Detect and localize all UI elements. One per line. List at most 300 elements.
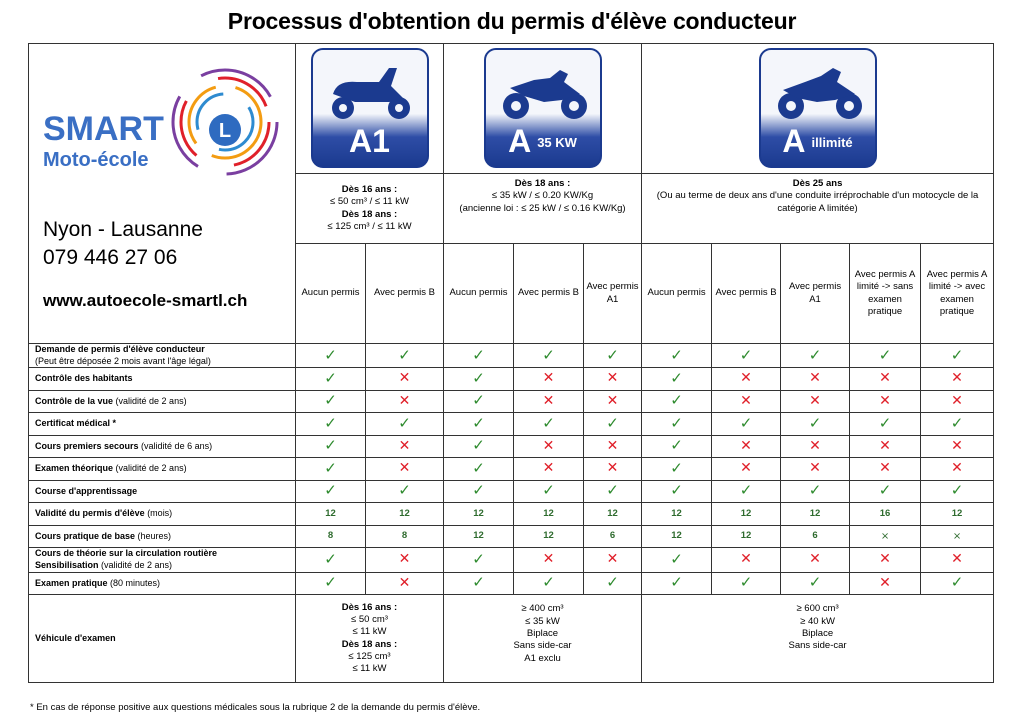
table-cell <box>921 390 994 413</box>
check-icon: ✓ <box>324 391 337 410</box>
cond-a35-line: (ancienne loi : ≤ 25 kW / ≤ 0.16 KW/Kg) <box>459 202 626 214</box>
table-row <box>29 480 994 503</box>
cross-icon: ✕ <box>606 437 619 454</box>
check-icon: ✓ <box>739 413 753 432</box>
table-row <box>29 525 994 548</box>
check-icon: ✓ <box>542 345 555 364</box>
cross-icon: ✕ <box>606 460 619 477</box>
row-label: Validité du permis d'élève (mois) <box>29 503 296 526</box>
table-cell <box>296 548 366 572</box>
check-icon: ✓ <box>472 549 485 568</box>
cross-icon: ✕ <box>398 437 411 454</box>
cross-icon: ✕ <box>879 370 891 387</box>
smartl-logo <box>35 50 295 185</box>
row-label: Contrôle de la vue (validité de 2 ans) <box>29 390 296 413</box>
table-cell <box>296 458 366 481</box>
contact-cities: Nyon - Lausanne <box>43 218 203 241</box>
cross-icon: ✕ <box>740 370 752 387</box>
cross-icon: ✕ <box>951 392 963 409</box>
badge-aill <box>759 48 877 168</box>
table-cell <box>642 525 712 548</box>
table-cell <box>850 344 921 368</box>
table-cell <box>712 525 781 548</box>
table-cell <box>514 548 584 572</box>
vehicle-line: A1 exclu <box>524 652 561 664</box>
vehicle-line: Sans side-car <box>513 640 572 652</box>
table-cell <box>781 344 850 368</box>
check-icon: ✓ <box>950 481 964 500</box>
cell-value: 12 <box>740 530 752 542</box>
table-cell <box>642 572 712 595</box>
table-cell <box>296 413 366 436</box>
table-cell <box>712 413 781 436</box>
cell-value: 12 <box>473 530 484 542</box>
cell-value: 12 <box>951 507 963 519</box>
motorcycle-icon <box>500 60 590 122</box>
table-cell <box>781 368 850 391</box>
contact-website[interactable]: www.autoecole-smartl.ch <box>43 291 248 310</box>
cross-icon: ✕ <box>809 437 821 454</box>
table-cell <box>296 435 366 458</box>
table-cell <box>444 458 514 481</box>
table-cell <box>296 503 366 526</box>
cross-icon: ✕ <box>740 437 752 454</box>
row-label: Course d'apprentissage <box>29 480 296 503</box>
table-cell <box>642 480 712 503</box>
table-cell <box>584 344 642 368</box>
cell-value: 12 <box>671 530 682 542</box>
vehicle-line: ≤ 11 kW <box>352 663 387 675</box>
table-cell <box>781 458 850 481</box>
small-cross-icon: × <box>880 530 890 542</box>
check-icon: ✓ <box>808 573 822 592</box>
vehicle-line: ≤ 11 kW <box>352 626 387 638</box>
check-icon: ✓ <box>324 368 337 387</box>
subcolumn-header: Avec permis A limité -> sans examen pratique <box>850 244 921 344</box>
badge-aill-label: A <box>782 122 806 159</box>
table-cell <box>514 390 584 413</box>
check-icon: ✓ <box>398 345 411 364</box>
table-cell <box>781 480 850 503</box>
vehicle-a1 <box>296 595 444 683</box>
check-icon: ✓ <box>739 481 753 500</box>
table-cell <box>921 548 994 572</box>
table-cell <box>584 548 642 572</box>
check-icon: ✓ <box>670 481 683 500</box>
cross-icon: ✕ <box>542 460 555 477</box>
cross-icon: ✕ <box>606 551 619 568</box>
cross-icon: ✕ <box>809 370 821 387</box>
cross-icon: ✕ <box>879 551 891 568</box>
table-cell <box>712 458 781 481</box>
check-icon: ✓ <box>472 345 485 364</box>
vehicle-line: ≤ 50 cm³ <box>351 614 388 626</box>
table-cell <box>850 548 921 572</box>
check-icon: ✓ <box>606 413 619 432</box>
table-cell <box>712 344 781 368</box>
cond-a1-line: ≤ 50 cm³ / ≤ 11 kW <box>330 196 409 208</box>
table-cell <box>366 503 444 526</box>
table-cell <box>642 390 712 413</box>
table-row <box>29 458 994 481</box>
badge-a1-label: A1 <box>349 122 390 159</box>
subcolumn-header: Avec permis A limité -> avec examen pratique <box>921 244 994 344</box>
check-icon: ✓ <box>398 413 411 432</box>
cell-value: 12 <box>473 507 484 519</box>
svg-text:SMART: SMART <box>43 110 164 148</box>
table-cell <box>296 525 366 548</box>
check-icon: ✓ <box>472 391 485 410</box>
cond-a35 <box>444 174 642 244</box>
cell-value: 16 <box>879 507 891 519</box>
table-cell <box>921 435 994 458</box>
table-row <box>29 572 994 595</box>
check-icon: ✓ <box>324 573 337 592</box>
table-cell <box>921 368 994 391</box>
table-cell <box>444 525 514 548</box>
table-cell <box>642 413 712 436</box>
table-cell <box>584 435 642 458</box>
table-cell <box>781 390 850 413</box>
cross-icon: ✕ <box>809 460 821 477</box>
subcolumn-header: Avec permis B <box>366 244 444 344</box>
table-cell <box>444 435 514 458</box>
table-cell <box>712 548 781 572</box>
cond-a1-line: Dès 18 ans : <box>341 208 398 220</box>
check-icon: ✓ <box>472 573 485 592</box>
vehicle-label: Véhicule d'examen <box>35 632 116 643</box>
table-cell <box>514 413 584 436</box>
check-icon: ✓ <box>542 481 555 500</box>
vehicle-label-cell <box>29 595 296 683</box>
table-cell <box>514 480 584 503</box>
table-cell <box>584 480 642 503</box>
check-icon: ✓ <box>324 345 337 364</box>
cross-icon: ✕ <box>879 437 891 454</box>
cross-icon: ✕ <box>951 460 963 477</box>
check-icon: ✓ <box>739 345 753 364</box>
table-cell <box>642 458 712 481</box>
check-icon: ✓ <box>472 413 485 432</box>
table-cell <box>921 458 994 481</box>
table-cell <box>584 413 642 436</box>
check-icon: ✓ <box>324 436 337 455</box>
table-cell <box>921 413 994 436</box>
cond-aill-line: Dès 25 ans <box>792 178 843 189</box>
cell-value: 8 <box>401 530 408 542</box>
table-row <box>29 435 994 458</box>
cell-value: 12 <box>607 507 618 519</box>
table-cell <box>584 525 642 548</box>
cross-icon: ✕ <box>398 574 411 591</box>
cross-icon: ✕ <box>879 574 891 591</box>
cell-value: 6 <box>609 530 616 542</box>
cross-icon: ✕ <box>951 370 963 387</box>
check-icon: ✓ <box>950 345 964 364</box>
svg-text:L: L <box>218 120 232 142</box>
row-label: Demande de permis d'élève conducteur (Peut être déposée 2 mois avant l'âge légal) <box>29 344 296 368</box>
table-cell <box>366 458 444 481</box>
vehicle-line: Sans side-car <box>788 640 847 652</box>
vehicle-line: ≤ 125 cm³ <box>348 651 391 663</box>
cond-a1-line: Dès 16 ans : <box>341 183 398 195</box>
table-cell <box>850 413 921 436</box>
table-cell <box>921 344 994 368</box>
table-cell <box>444 344 514 368</box>
subcolumn-header: Avec permis B <box>712 244 781 344</box>
badge-aill-cell <box>642 44 994 174</box>
table-cell <box>642 503 712 526</box>
check-icon: ✓ <box>670 436 683 455</box>
check-icon: ✓ <box>670 573 683 592</box>
vehicle-line: Dès 16 ans : <box>341 601 398 613</box>
table-cell <box>712 480 781 503</box>
footnote: * En cas de réponse positive aux questions médicales sous la rubrique 2 de la demande du permis d'élève. <box>30 702 481 713</box>
check-icon: ✓ <box>808 413 822 432</box>
cell-value: 6 <box>812 530 818 542</box>
table-cell <box>642 435 712 458</box>
badge-a1-cell <box>296 44 444 174</box>
table-cell <box>366 390 444 413</box>
badge-a35-sub: 35 KW <box>537 134 577 150</box>
cell-value: 12 <box>325 507 336 519</box>
check-icon: ✓ <box>670 549 683 568</box>
cross-icon: ✕ <box>398 392 411 409</box>
subcolumn-header: Aucun permis <box>642 244 712 344</box>
check-icon: ✓ <box>472 481 485 500</box>
check-icon: ✓ <box>324 458 337 477</box>
vehicle-line: ≥ 40 kW <box>800 615 835 627</box>
check-icon: ✓ <box>670 368 683 387</box>
cross-icon: ✕ <box>542 392 555 409</box>
table-cell <box>921 503 994 526</box>
check-icon: ✓ <box>324 413 337 432</box>
check-icon: ✓ <box>472 458 485 477</box>
small-cross-icon: × <box>952 530 962 542</box>
table-cell <box>444 503 514 526</box>
table-cell <box>712 435 781 458</box>
table-cell <box>296 344 366 368</box>
scooter-icon <box>327 60 415 122</box>
table-cell <box>850 572 921 595</box>
table-row <box>29 413 994 436</box>
table-row <box>29 503 994 526</box>
table-cell <box>514 344 584 368</box>
cond-a1-line: ≤ 125 cm³ / ≤ 11 kW <box>327 220 412 232</box>
table-cell <box>781 572 850 595</box>
table-cell <box>921 525 994 548</box>
cell-value: 8 <box>327 530 334 542</box>
table-cell <box>444 480 514 503</box>
subcolumn-header: Avec permis A1 <box>584 244 642 344</box>
table-cell <box>781 435 850 458</box>
row-label: Certificat médical * <box>29 413 296 436</box>
contact-phone: 079 446 27 06 <box>43 246 178 269</box>
cross-icon: ✕ <box>951 437 963 454</box>
cross-icon: ✕ <box>606 392 619 409</box>
vehicle-line: Dès 18 ans : <box>341 638 398 650</box>
cond-a1 <box>296 174 444 244</box>
table-cell <box>366 413 444 436</box>
svg-text:Moto-école: Moto-école <box>43 149 149 171</box>
cross-icon: ✕ <box>879 392 891 409</box>
cell-value: 12 <box>543 530 554 542</box>
subcolumn-header: Aucun permis <box>444 244 514 344</box>
table-cell <box>781 413 850 436</box>
cell-value: 12 <box>543 507 554 519</box>
cross-icon: ✕ <box>398 460 411 477</box>
check-icon: ✓ <box>472 436 485 455</box>
cross-icon: ✕ <box>951 551 963 568</box>
badge-a35-label: A <box>508 122 532 159</box>
table-cell <box>850 480 921 503</box>
badge-a35-cell <box>444 44 642 174</box>
check-icon: ✓ <box>878 481 892 500</box>
cross-icon: ✕ <box>542 551 555 568</box>
table-cell <box>850 525 921 548</box>
cross-icon: ✕ <box>606 370 619 387</box>
badge-aill-sub: illimité <box>811 134 853 150</box>
check-icon: ✓ <box>950 413 964 432</box>
table-cell <box>781 525 850 548</box>
table-cell <box>296 368 366 391</box>
row-label: Examen pratique (80 minutes) <box>29 572 296 595</box>
check-icon: ✓ <box>670 391 683 410</box>
vehicle-line: ≥ 400 cm³ <box>521 603 564 615</box>
table-row <box>29 344 994 368</box>
check-icon: ✓ <box>670 413 683 432</box>
table-cell <box>642 548 712 572</box>
table-cell <box>514 368 584 391</box>
cross-icon: ✕ <box>398 551 411 568</box>
check-icon: ✓ <box>398 481 411 500</box>
cross-icon: ✕ <box>542 370 555 387</box>
table-row <box>29 390 994 413</box>
check-icon: ✓ <box>542 573 555 592</box>
table-cell <box>584 458 642 481</box>
table-cell <box>921 572 994 595</box>
logo-contact-cell <box>29 44 296 344</box>
table-cell <box>781 503 850 526</box>
check-icon: ✓ <box>606 573 619 592</box>
table-cell <box>366 368 444 391</box>
table-cell <box>514 525 584 548</box>
cond-aill-line: (Ou au terme de deux ans d'une conduite irréprochable d'un motocycle de la catégorie A limitée) <box>656 190 979 214</box>
table-cell <box>444 572 514 595</box>
subcolumn-header: Avec permis B <box>514 244 584 344</box>
table-cell <box>584 572 642 595</box>
table-cell <box>366 344 444 368</box>
check-icon: ✓ <box>324 481 337 500</box>
cell-value: 12 <box>671 507 682 519</box>
table-cell <box>712 368 781 391</box>
table-cell <box>514 503 584 526</box>
check-icon: ✓ <box>472 368 485 387</box>
cross-icon: ✕ <box>740 551 752 568</box>
row-label: Examen théorique (validité de 2 ans) <box>29 458 296 481</box>
vehicle-line: ≥ 600 cm³ <box>796 603 839 615</box>
table-cell <box>514 572 584 595</box>
cell-value: 12 <box>809 507 821 519</box>
table-cell <box>584 503 642 526</box>
row-label: Cours pratique de base (heures) <box>29 525 296 548</box>
check-icon: ✓ <box>670 458 683 477</box>
table-cell <box>366 480 444 503</box>
vehicle-line: Biplace <box>526 627 559 639</box>
table-cell <box>642 368 712 391</box>
cross-icon: ✕ <box>740 460 752 477</box>
cross-icon: ✕ <box>542 437 555 454</box>
cross-icon: ✕ <box>809 551 821 568</box>
check-icon: ✓ <box>878 413 892 432</box>
table-cell <box>850 390 921 413</box>
row-label: Cours de théorie sur la circulation routière Sensibilisation (validité de 2 ans) <box>29 548 296 572</box>
subcolumn-header: Avec permis A1 <box>781 244 850 344</box>
process-table <box>28 43 994 683</box>
check-icon: ✓ <box>808 345 822 364</box>
table-cell <box>296 480 366 503</box>
vehicle-a35 <box>444 595 642 683</box>
table-row <box>29 548 994 572</box>
cell-value: 12 <box>740 507 752 519</box>
table-cell <box>712 503 781 526</box>
cross-icon: ✕ <box>398 370 411 387</box>
check-icon: ✓ <box>739 573 753 592</box>
vehicle-line: ≤ 35 kW <box>525 615 560 627</box>
check-icon: ✓ <box>606 345 619 364</box>
table-cell <box>366 525 444 548</box>
check-icon: ✓ <box>950 573 964 592</box>
table-cell <box>444 413 514 436</box>
cross-icon: ✕ <box>740 392 752 409</box>
table-cell <box>366 435 444 458</box>
motorcycle-icon <box>775 60 865 122</box>
table-cell <box>850 368 921 391</box>
table-cell <box>296 572 366 595</box>
vehicle-line: Biplace <box>801 627 834 639</box>
table-cell <box>850 503 921 526</box>
check-icon: ✓ <box>878 345 892 364</box>
check-icon: ✓ <box>606 481 619 500</box>
table-cell <box>850 435 921 458</box>
table-cell <box>584 390 642 413</box>
table-cell <box>712 390 781 413</box>
badge-a1 <box>311 48 429 168</box>
cond-a35-line: Dès 18 ans : <box>514 178 571 189</box>
subcolumn-header: Aucun permis <box>296 244 366 344</box>
row-label: Cours premiers secours (validité de 6 ans) <box>29 435 296 458</box>
row-label: Contrôle des habitants <box>29 368 296 391</box>
cross-icon: ✕ <box>809 392 821 409</box>
check-icon: ✓ <box>808 481 822 500</box>
table-cell <box>444 548 514 572</box>
table-cell <box>642 344 712 368</box>
table-cell <box>584 368 642 391</box>
table-cell <box>444 368 514 391</box>
table-cell <box>514 458 584 481</box>
table-cell <box>850 458 921 481</box>
cond-a35-line: ≤ 35 kW / ≤ 0.20 KW/Kg <box>491 190 594 202</box>
check-icon: ✓ <box>670 345 683 364</box>
vehicle-aill <box>642 595 994 683</box>
table-cell <box>781 548 850 572</box>
table-cell <box>921 480 994 503</box>
table-cell <box>444 390 514 413</box>
check-icon: ✓ <box>542 413 555 432</box>
page-title: Processus d'obtention du permis d'élève conducteur <box>227 8 797 34</box>
table-cell <box>514 435 584 458</box>
cond-aill <box>642 174 994 244</box>
